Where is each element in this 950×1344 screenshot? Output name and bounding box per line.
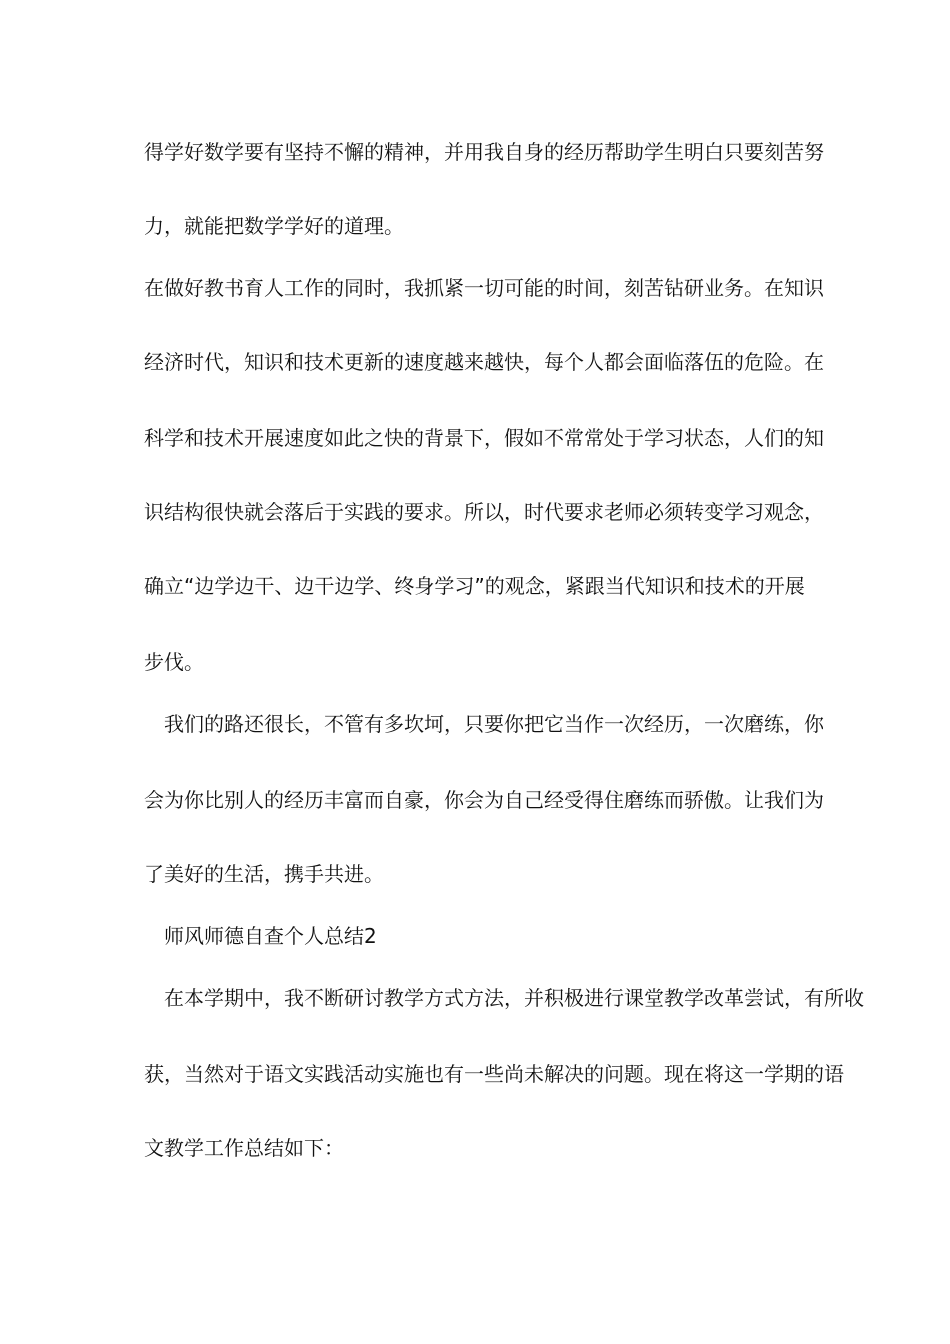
text-line: 获，当然对于语文实践活动实施也有一些尚未解决的问题。现在将这一学期的语 <box>144 1062 844 1086</box>
text-line: 科学和技术开展速度如此之快的背景下，假如不常常处于学习状态，人们的知 <box>144 426 824 450</box>
text-line: 力，就能把数学学好的道理。 <box>144 214 404 238</box>
text-line: 文教学工作总结如下： <box>144 1136 344 1160</box>
section-heading: 师风师德自查个人总结2 <box>164 924 377 948</box>
text-line: 得学好数学要有坚持不懈的精神，并用我自身的经历帮助学生明白只要刻苦努 <box>144 140 824 164</box>
text-line: 我们的路还很长，不管有多坎坷，只要你把它当作一次经历，一次磨练，你 <box>164 712 824 736</box>
text-line: 确立“边学边干、边干边学、终身学习”的观念，紧跟当代知识和技术的开展 <box>144 574 805 598</box>
text-line: 在做好教书育人工作的同时，我抓紧一切可能的时间，刻苦钻研业务。在知识 <box>144 276 824 300</box>
text-line: 了美好的生活，携手共进。 <box>144 862 384 886</box>
text-line: 经济时代，知识和技术更新的速度越来越快，每个人都会面临落伍的危险。在 <box>144 350 824 374</box>
text-line: 会为你比别人的经历丰富而自豪，你会为自己经受得住磨练而骄傲。让我们为 <box>144 788 824 812</box>
text-line: 识结构很快就会落后于实践的要求。所以，时代要求老师必须转变学习观念， <box>144 500 824 524</box>
text-line: 在本学期中，我不断研讨教学方式方法，并积极进行课堂教学改革尝试，有所收 <box>164 986 864 1010</box>
text-line: 步伐。 <box>144 650 204 674</box>
